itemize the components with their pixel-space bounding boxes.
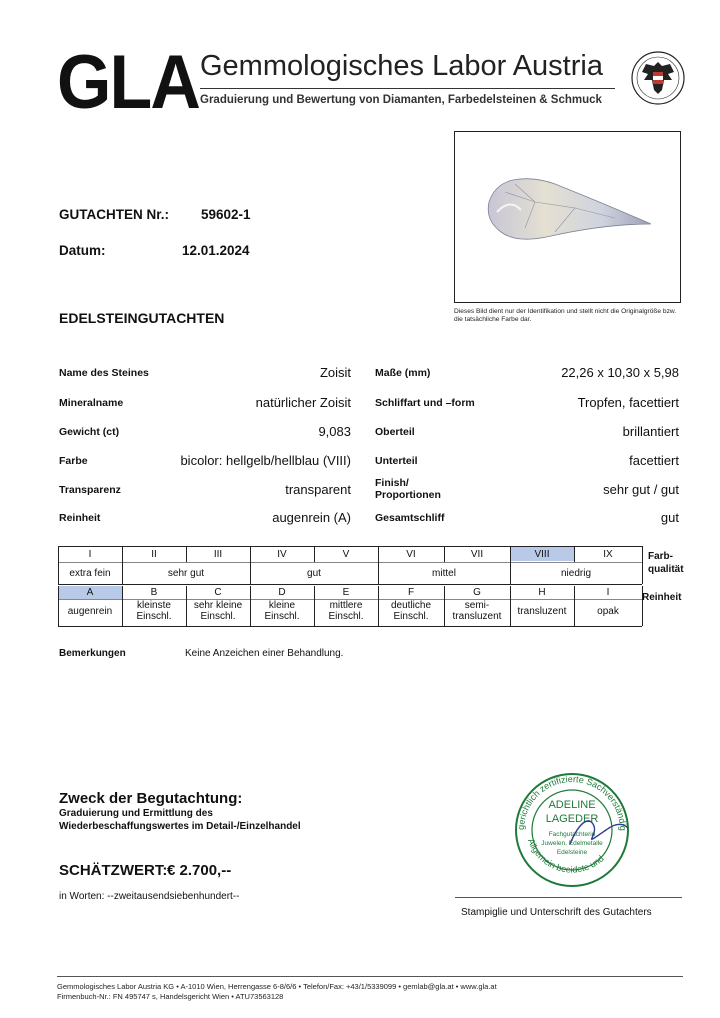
spec-label: Finish/ Proportionen <box>375 477 441 501</box>
spec-label: Farbe <box>59 455 88 467</box>
remarks-text: Keine Anzeichen einer Behandlung. <box>185 648 344 659</box>
stamp-name: LAGEDER <box>545 813 599 825</box>
certification-stamp <box>510 770 634 890</box>
color-grade: II <box>151 549 157 560</box>
purpose-line: Wiederbeschaffungswertes im Detail-/Einzelhandel <box>59 821 301 832</box>
spec-value: Tropfen, facettiert <box>577 395 679 410</box>
color-grade: IV <box>277 549 287 560</box>
photo-disclaimer: Dieses Bild dient nur der Identifikation und stellt nicht die Originalgröße bzw. die tatsächliche Farbe dar. <box>454 308 677 323</box>
report-date-value: 12.01.2024 <box>182 243 250 258</box>
stamp-small: Edelsteine <box>556 849 588 856</box>
clarity-description: mittlere Einschl. <box>328 600 364 622</box>
clarity-description: sehr kleine Einschl. <box>193 600 243 622</box>
stamp-seal-icon <box>510 770 634 890</box>
spec-value: natürlicher Zoisit <box>255 395 351 410</box>
color-grade: I <box>88 549 92 560</box>
clarity-grade: G <box>473 587 481 598</box>
color-grade: III <box>213 549 223 560</box>
color-group: sehr gut <box>167 568 205 579</box>
spec-label: Gewicht (ct) <box>59 426 120 438</box>
purpose-line: Graduierung und Ermittlung des <box>59 808 213 819</box>
valuation-label: SCHÄTZWERT: <box>59 862 168 879</box>
report-date-label: Datum: <box>59 243 106 258</box>
header-rule <box>200 88 615 89</box>
clarity-grade-highlighted: A <box>86 587 94 598</box>
clarity-description: augenrein <box>67 606 113 617</box>
remarks-label: Bemerkungen <box>59 648 126 659</box>
spec-label: Transparenz <box>59 484 121 496</box>
spec-label: Reinheit <box>59 512 101 524</box>
spec-value: brillantiert <box>622 424 679 439</box>
spec-label: Gesamtschliff <box>375 512 445 524</box>
clarity-description: kleine Einschl. <box>264 600 300 622</box>
valuation-value: € 2.700,-- <box>167 862 232 879</box>
color-quality-label: Farb- qualität <box>648 551 684 575</box>
austrian-eagle-seal-icon <box>630 50 686 106</box>
report-number-label: GUTACHTEN Nr.: <box>59 207 169 222</box>
clarity-grade: E <box>342 587 350 598</box>
color-quality-scale <box>58 546 642 584</box>
spec-value: gut <box>660 510 679 525</box>
spec-value: bicolor: hellgelb/hellblau (VIII) <box>180 453 351 468</box>
gemstone-photo-frame <box>454 131 681 303</box>
color-group: niedrig <box>560 568 592 579</box>
clarity-scale <box>58 586 642 626</box>
gemstone-image <box>455 132 680 302</box>
report-type: EDELSTEINGUTACHTEN <box>59 310 225 326</box>
spec-value: Zoisit <box>319 365 351 380</box>
stamp-name: ADELINE <box>548 799 596 811</box>
spec-label: Oberteil <box>375 426 415 438</box>
color-grade: VII <box>470 549 484 560</box>
clarity-description: kleinste Einschl. <box>136 600 172 622</box>
spec-value: 22,26 x 10,30 x 5,98 <box>561 365 679 380</box>
spec-label: Schliffart und –form <box>375 397 475 409</box>
spec-value: transparent <box>285 482 351 497</box>
gla-logo: GLA <box>57 40 200 125</box>
spec-label: Mineralname <box>59 397 124 409</box>
spec-label: Name des Steines <box>59 367 149 379</box>
clarity-description: semi- transluzent <box>452 600 502 622</box>
clarity-grade: D <box>278 587 286 598</box>
stamp-ring-top: gerichtlich zertifizierte Sachverständig <box>515 773 629 831</box>
org-name: Gemmologisches Labor Austria <box>200 50 603 82</box>
footer-registry: Firmenbuch-Nr.: FN 495747 s, Handelsgericht Wien • ATU73563128 <box>57 992 284 1001</box>
clarity-grade: I <box>606 587 610 598</box>
clarity-grade: H <box>538 587 546 598</box>
valuation-words: in Worten: --zweitausendsiebenhundert-- <box>59 891 240 902</box>
spec-value: augenrein (A) <box>272 510 351 525</box>
stamp-ring-bottom: Allgemein beeidete und <box>526 837 606 875</box>
color-grade: VI <box>406 549 416 560</box>
report-number-value: 59602-1 <box>201 207 251 222</box>
color-group: mittel <box>432 568 456 579</box>
color-group: gut <box>307 568 321 579</box>
stamp-small: Fachgutachterin <box>548 831 596 838</box>
clarity-label: Reinheit <box>642 592 682 603</box>
color-grade: IX <box>603 549 613 560</box>
spec-label: Maße (mm) <box>375 367 431 379</box>
clarity-grade: F <box>407 587 415 598</box>
clarity-grade: B <box>150 587 158 598</box>
clarity-description: transluzent <box>517 606 567 617</box>
color-grade-highlighted: VIII <box>534 549 550 560</box>
org-subtitle: Graduierung und Bewertung von Diamanten, Farbedelsteinen & Schmuck <box>200 94 602 106</box>
spec-value: facettiert <box>629 453 679 468</box>
color-grade: V <box>342 549 350 560</box>
clarity-description: deutliche Einschl. <box>390 600 432 622</box>
color-group: extra fein <box>69 568 111 579</box>
spec-value: 9,083 <box>318 424 351 439</box>
stamp-small: Juwelen, Edelmetalle <box>541 840 603 847</box>
purpose-title: Zweck der Begutachtung: <box>59 790 243 807</box>
spec-value: sehr gut / gut <box>603 482 679 497</box>
clarity-grade: C <box>214 587 222 598</box>
clarity-description: opak <box>597 606 619 617</box>
footer-contact: Gemmologisches Labor Austria KG • A-1010 Wien, Herrengasse 6-8/6/6 • Telefon/Fax: +43/1/5339099 • gemlab@gla.at • www.gla.at <box>57 982 497 991</box>
signature-caption: Stampiglie und Unterschrift des Gutachters <box>461 907 652 918</box>
spec-label: Unterteil <box>375 455 418 467</box>
